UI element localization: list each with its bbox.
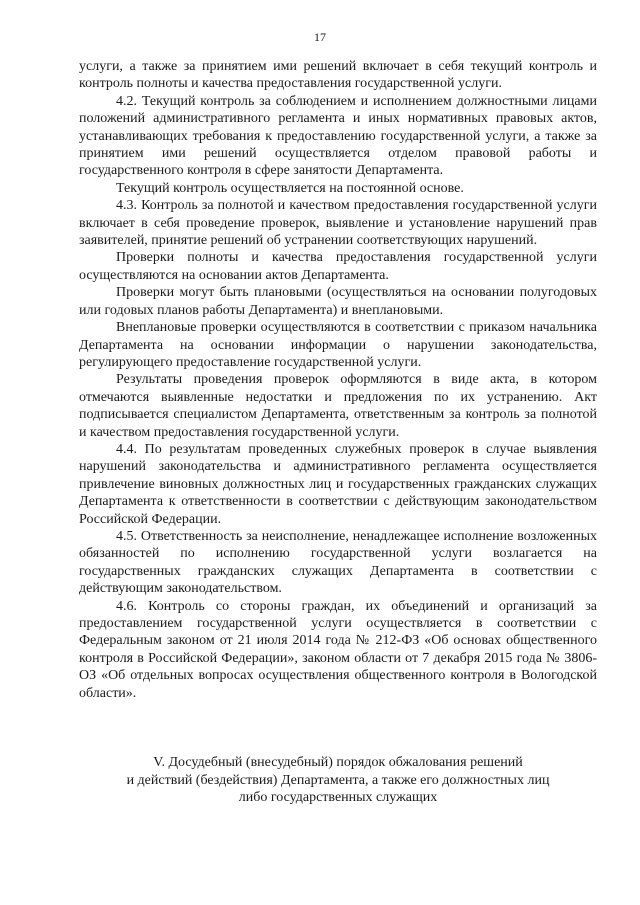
section-heading xyxy=(79,754,597,807)
section-heading-line: и действий (бездействия) Департамента, а также его должностных лиц xyxy=(126,772,550,788)
paragraph-unscheduled-checks: Внеплановые проверки осуществляются в соответствии с приказом начальника Департамента на основании информации о нарушении законодательства, регулирующего предоставление государственной услуги. xyxy=(79,320,597,370)
paragraph-check-results: Результаты проведения проверок оформляются в виде акта, в котором отмечаются выявленные недостатки и предложения по их устранению. Акт подписывается специалистом Департамента, ответственным за контроль за полнотой и качеством предоставления государственной услуги. xyxy=(79,372,597,440)
paragraph-4-2: 4.2. Текущий контроль за соблюдением и исполнением должностными лицами положений административного регламента и иных нормативных правовых актов, устанавливающих требования к предоставлению государственной услуги, а также за принятием ими решений осуществляется отделом правовой работы и государственного контроля в сфере занятости Департамента. xyxy=(79,93,597,179)
paragraph-4-5: 4.5. Ответственность за неисполнение, ненадлежащее исполнение возложенных обязанностей по исполнению государственной услуги возлагается на государственных гражданских служащих Департамента в соответствии с действующим законодательством. xyxy=(79,528,597,597)
page-number: 17 xyxy=(314,30,326,44)
paragraph-checks-types: Проверки могут быть плановыми (осуществляться на основании полугодовых или годовых планов работы Департамента) и внеплановыми. xyxy=(79,285,597,318)
paragraph-continuation: услуги, а также за принятием ими решений включает в себя текущий контроль и контроль полноты и качества предоставления государственной услуги. xyxy=(79,59,597,92)
body-text xyxy=(79,58,597,702)
paragraph-current-control: Текущий контроль осуществляется на постоянной основе. xyxy=(116,180,464,196)
paragraph-4-3: 4.3. Контроль за полнотой и качеством предоставления государственной услуги включает в себя проведение проверок, выявление и установление нарушений прав заявителей, принятие решений об устранении соответствующих нарушений. xyxy=(79,198,597,249)
paragraph-checks-basis: Проверки полноты и качества предоставления государственной услуги осуществляются на основании актов Департамента. xyxy=(79,250,597,283)
section-heading-line: либо государственных служащих xyxy=(238,790,438,806)
section-heading-line: V. Досудебный (внесудебный) порядок обжалования решений xyxy=(153,755,523,770)
paragraph-4-4: 4.4. По результатам проведенных служебных проверок в случае выявления нарушений законодательства и административного регламента осуществляется привлечение виновных должностных лиц и государственных гражданских служащих Департамента к ответственности в соответствии с действующим законодательством Российской Федерации. xyxy=(79,441,597,527)
paragraph-4-6: 4.6. Контроль со стороны граждан, их объединений и организаций за предоставлением государственной услуги осуществляется в соответствии с Федеральным законом от 21 июля 2014 года № 212-ФЗ «Об основах общественного контроля в Российской Федерации», законом области от 7 декабря 2015 года № 3806-ОЗ «Об отдельных вопросах осуществления общественного контроля в Вологодской области». xyxy=(79,598,597,701)
